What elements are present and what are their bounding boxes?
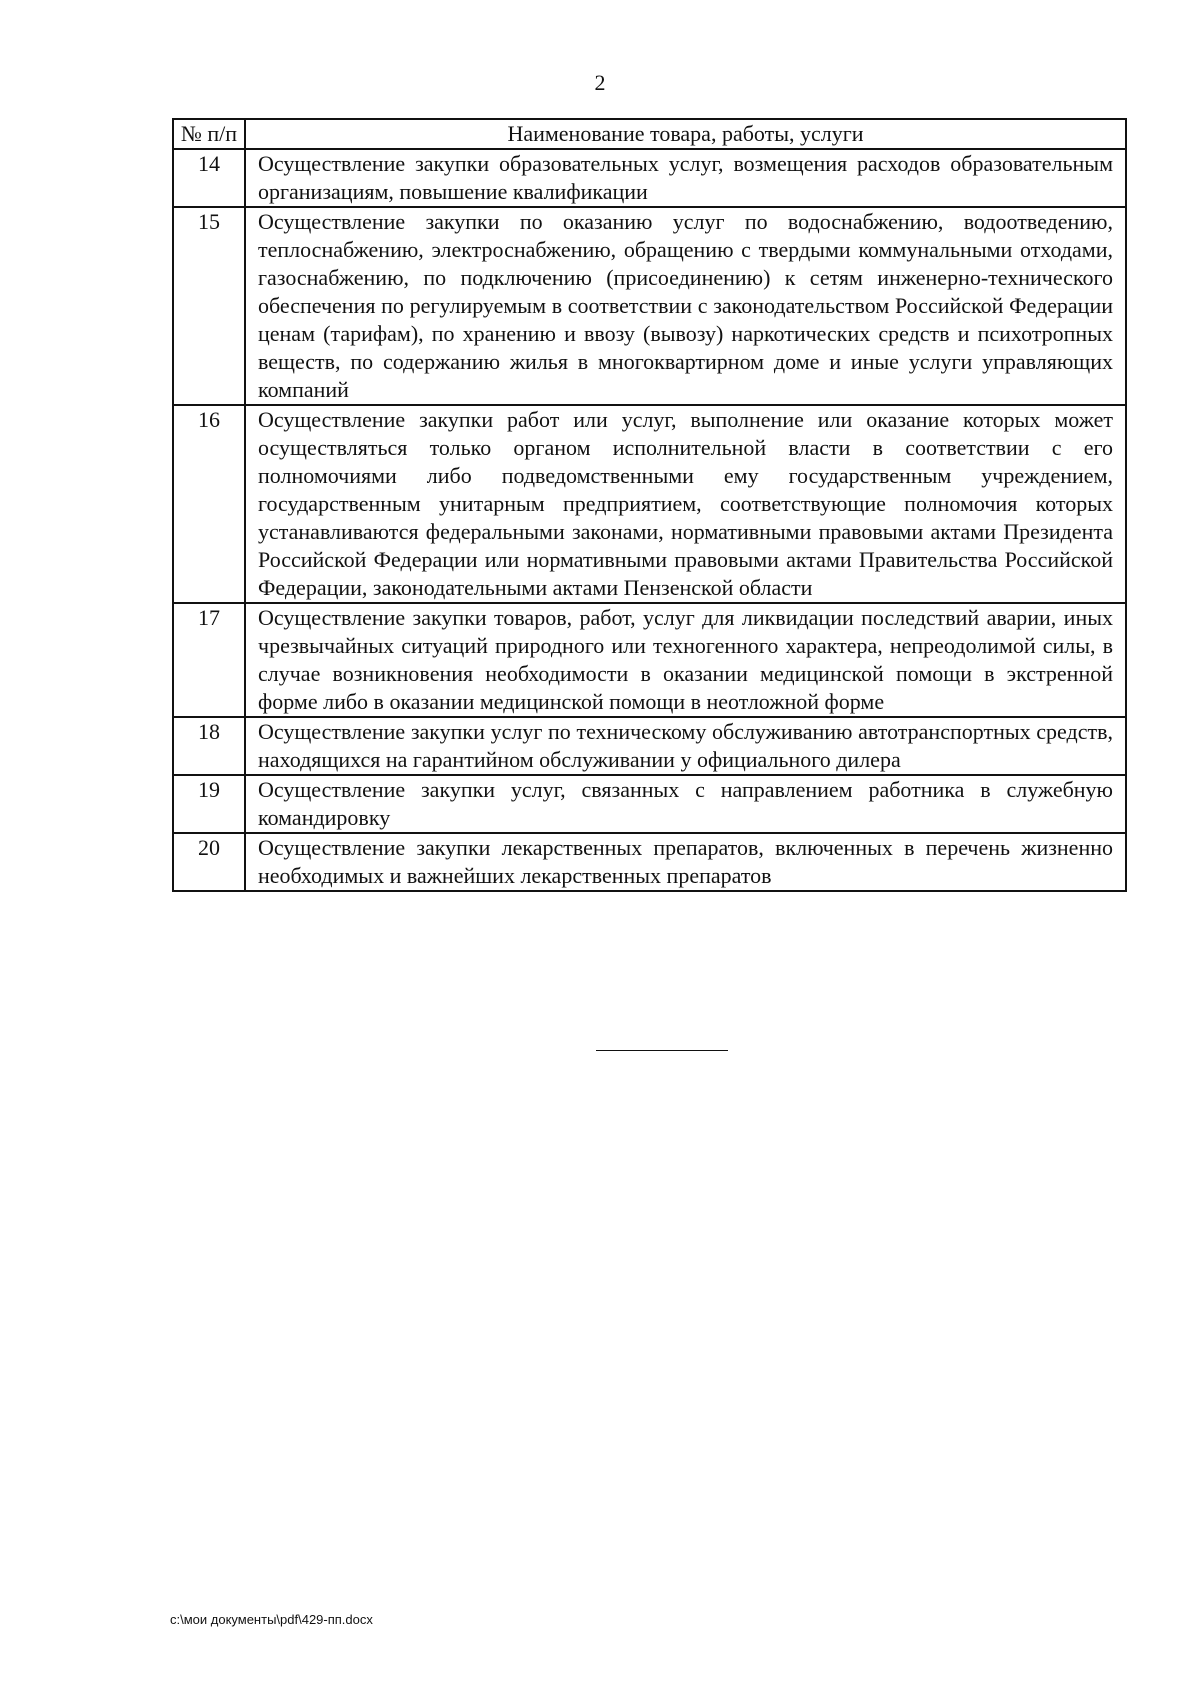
row-text: Осуществление закупки услуг, связанных с направлением работника в служебную командировку: [245, 775, 1126, 833]
table-row: [173, 775, 1126, 833]
table-row: [173, 717, 1126, 775]
row-text: Осуществление закупки образовательных услуг, возмещения расходов образовательным организациям, повышение квалификации: [245, 149, 1126, 207]
row-number: 14: [173, 149, 245, 207]
footer-file-path: c:\мои документы\pdf\429-пп.docx: [170, 1612, 373, 1627]
row-number: 19: [173, 775, 245, 833]
procurement-table: [172, 118, 1127, 892]
row-number: 20: [173, 833, 245, 891]
column-header-name: Наименование товара, работы, услуги: [245, 119, 1126, 149]
row-text: Осуществление закупки услуг по техническому обслуживанию автотранспортных средств, находящихся на гарантийном обслуживании у официального дилера: [245, 717, 1126, 775]
page-number: 2: [594, 70, 606, 95]
column-header-number: № п/п: [173, 119, 245, 149]
row-number: 16: [173, 405, 245, 603]
end-of-document-line: [596, 1050, 728, 1051]
row-text: Осуществление закупки по оказанию услуг по водоснабжению, водоотведению, теплоснабжению, электроснабжению, обращению с твердыми коммунальными отходами, газоснабжению, по подключению (присоединению) к сетям инженерно-технического обеспечения по регулируемым в соответствии с законодательством Российской Федерации ценам (тарифам), по хранению и ввозу (вывозу) наркотических средств и психотропных веществ, по содержанию жилья в многоквартирном доме и иные услуги управляющих компаний: [245, 207, 1126, 405]
row-text: Осуществление закупки лекарственных препаратов, включенных в перечень жизненно необходимых и важнейших лекарственных препаратов: [245, 833, 1126, 891]
table-row: [173, 603, 1126, 717]
row-number: 15: [173, 207, 245, 405]
row-text: Осуществление закупки товаров, работ, услуг для ликвидации последствий аварии, иных чрезвычайных ситуаций природного или техногенного характера, непреодолимой силы, в случае возникновения необходимости в оказании медицинской помощи в экстренной форме либо в оказании медицинской помощи в неотложной форме: [245, 603, 1126, 717]
table-header-row: [173, 119, 1126, 149]
table-row: [173, 149, 1126, 207]
row-number: 17: [173, 603, 245, 717]
row-text: Осуществление закупки работ или услуг, выполнение или оказание которых может осуществляться только органом исполнительной власти в соответствии с его полномочиями либо подведомственными ему государственным учреждением, государственным унитарным предприятием, соответствующие полномочия которых устанавливаются федеральными законами, нормативными правовыми актами Президента Российской Федерации или нормативными правовыми актами Правительства Российской Федерации, законодательными актами Пензенской области: [245, 405, 1126, 603]
row-number: 18: [173, 717, 245, 775]
table-row: [173, 833, 1126, 891]
table-row: [173, 207, 1126, 405]
table-row: [173, 405, 1126, 603]
